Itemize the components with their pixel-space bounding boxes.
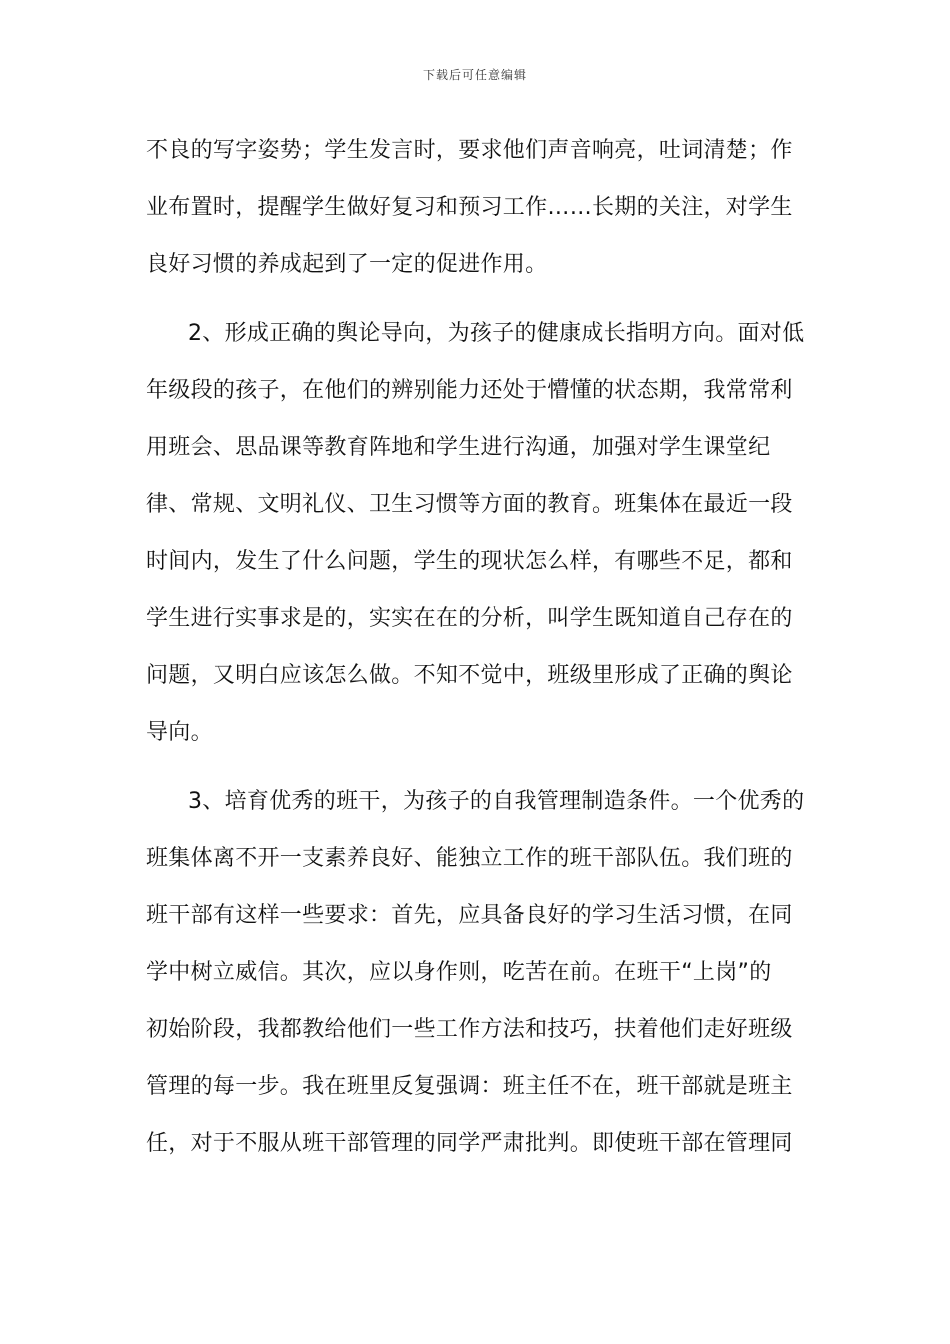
paragraph-line: 3、培育优秀的班干，为孩子的自我管理制造条件。一个优秀的: [188, 789, 805, 814]
paragraph-line: 良好习惯的养成起到了一定的促进作用。: [146, 252, 548, 277]
paragraph-line: 学生进行实事求是的，实实在在的分析，叫学生既知道自己存在的: [146, 606, 793, 631]
paragraph-line: 导向。: [146, 720, 213, 745]
paragraph-line: 初始阶段，我都教给他们一些工作方法和技巧，扶着他们走好班级: [146, 1017, 793, 1042]
paragraph-line: 2、形成正确的舆论导向，为孩子的健康成长指明方向。面对低: [188, 321, 805, 346]
paragraph-line: 用班会、思品课等教育阵地和学生进行沟通，加强对学生课堂纪: [146, 435, 771, 460]
paragraph-line: 律、常规、文明礼仪、卫生习惯等方面的教育。班集体在最近一段: [146, 492, 793, 517]
paragraph-line: 班干部有这样一些要求：首先，应具备良好的学习生活习惯，在同: [146, 903, 793, 928]
paragraph-line: 学中树立威信。其次，应以身作则，吃苦在前。在班干“上岗”的: [146, 960, 772, 985]
paragraph-line: 不良的写字姿势；学生发言时，要求他们声音响亮，吐词清楚；作: [146, 138, 793, 163]
paragraph-line: 业布置时，提醒学生做好复习和预习工作……长期的关注，对学生: [146, 195, 793, 220]
paragraph-line: 任，对于不服从班干部管理的同学严肃批判。即使班干部在管理同: [146, 1131, 793, 1156]
paragraph-line: 管理的每一步。我在班里反复强调：班主任不在，班干部就是班主: [146, 1074, 793, 1099]
paragraph-line: 年级段的孩子，在他们的辨别能力还处于懵懂的状态期，我常常利: [146, 378, 793, 403]
paragraph-line: 班集体离不开一支素养良好、能独立工作的班干部队伍。我们班的: [146, 846, 793, 871]
paragraph-line: 问题，又明白应该怎么做。不知不觉中，班级里形成了正确的舆论: [146, 663, 793, 688]
page-header-note: 下载后可任意编辑: [422, 68, 527, 82]
paragraph-line: 时间内，发生了什么问题，学生的现状怎么样，有哪些不足，都和: [146, 549, 793, 574]
